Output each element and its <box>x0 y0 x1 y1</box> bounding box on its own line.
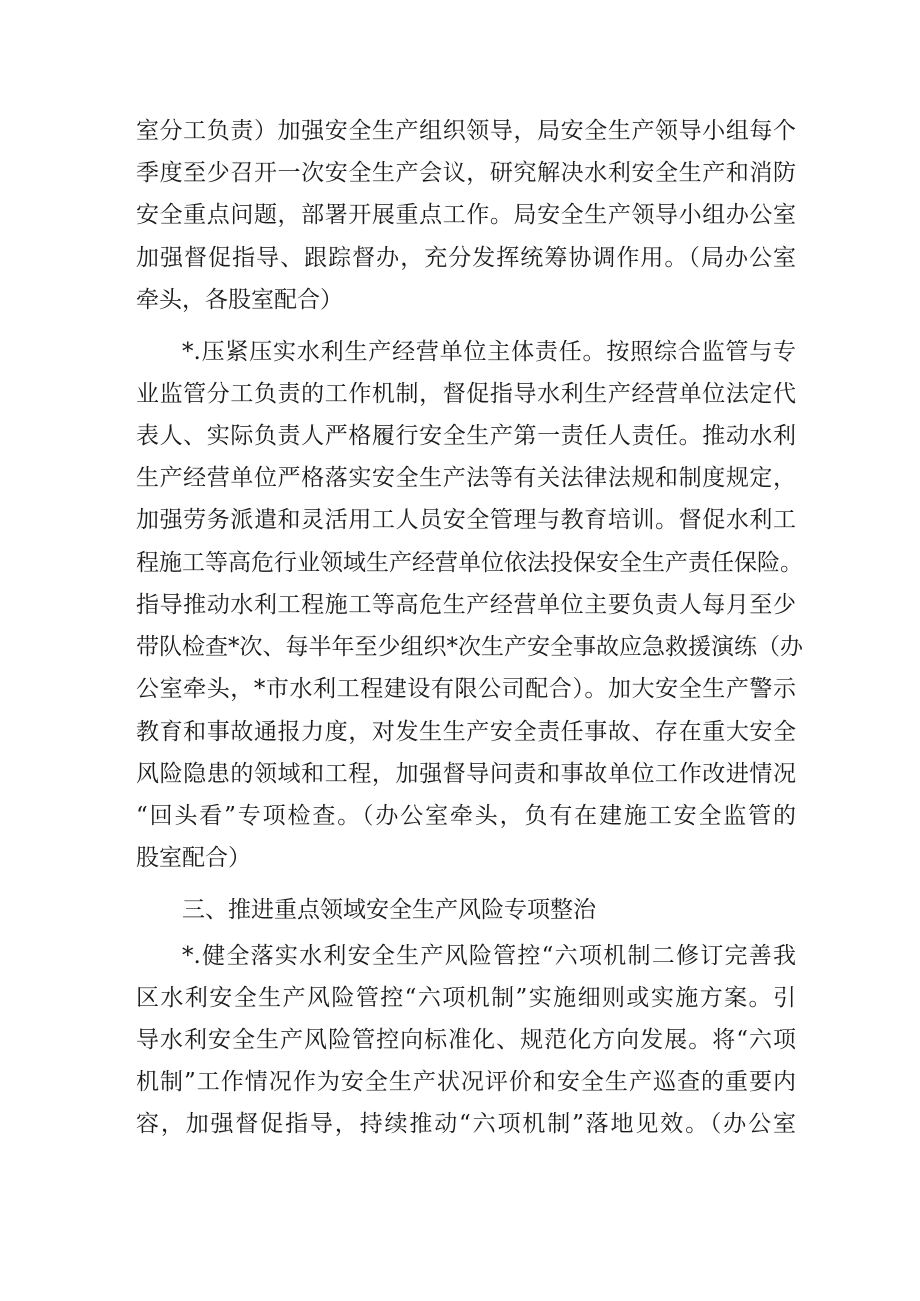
text-line: 加强劳务派遣和灵活用工人员安全管理与教育培训。督促水利工 <box>136 507 796 533</box>
text-line: 业监管分工负责的工作机制，督促指导水利生产经营单位法定代 <box>136 381 796 407</box>
text-line: 机制”工作情况作为安全生产状况评价和安全生产巡查的重要内 <box>136 1069 796 1095</box>
text-line: 容，加强督促指导，持续推动“六项机制”落地见效。（办公室 <box>136 1111 796 1137</box>
text-line: 导水利安全生产风险管控向标准化、规范化方向发展。将“六项 <box>136 1027 796 1053</box>
section-heading: 三、推进重点领域安全生产风险专项整治 <box>182 897 596 923</box>
text-line: 风险隐患的领域和工程，加强督导问责和事故单位工作改进情况 <box>136 761 796 787</box>
text-line: 指导推动水利工程施工等高危生产经营单位主要负责人每月至少 <box>136 592 796 618</box>
paragraph-start-line: *.压紧压实水利生产经营单位主体责任。按照综合监管与专 <box>182 339 796 365</box>
text-line: 带队检查*次、每半年至少组织*次生产安全事故应急救援演练（办 <box>136 634 803 660</box>
text-line: 公室牵头，*市水利工程建设有限公司配合）。加大安全生产警示 <box>136 676 796 702</box>
text-line: 季度至少召开一次安全生产会议，研究解决水利安全生产和消防 <box>136 160 796 186</box>
paragraph-start-line: *.健全落实水利安全生产风险管控“六项机制二修订完善我 <box>182 943 796 969</box>
text-line: 表人、实际负责人严格履行安全生产第一责任人责任。推动水利 <box>136 423 796 449</box>
text-line: 程施工等高危行业领域生产经营单位依法投保安全生产责任保险。 <box>136 550 803 576</box>
text-line: 教育和事故通报力度，对发生生产安全责任事故、存在重大安全 <box>136 719 796 745</box>
text-line: 股室配合） <box>136 845 251 871</box>
text-line: 区水利安全生产风险管控“六项机制”实施细则或实施方案。引 <box>136 985 796 1011</box>
text-line: 安全重点问题，部署开展重点工作。局安全生产领导小组办公室 <box>136 202 796 228</box>
text-line: “回头看”专项检查。（办公室牵头，负有在建施工安全监管的 <box>136 803 796 829</box>
text-line: 生产经营单位严格落实安全生产法等有关法律法规和制度规定， <box>136 465 796 491</box>
text-line: 加强督促指导、跟踪督办，充分发挥统筹协调作用。（局办公室 <box>136 245 796 271</box>
text-line: 室分工负责）加强安全生产组织领导，局安全生产领导小组每个 <box>136 118 796 144</box>
text-line: 牵头，各股室配合） <box>136 287 343 313</box>
